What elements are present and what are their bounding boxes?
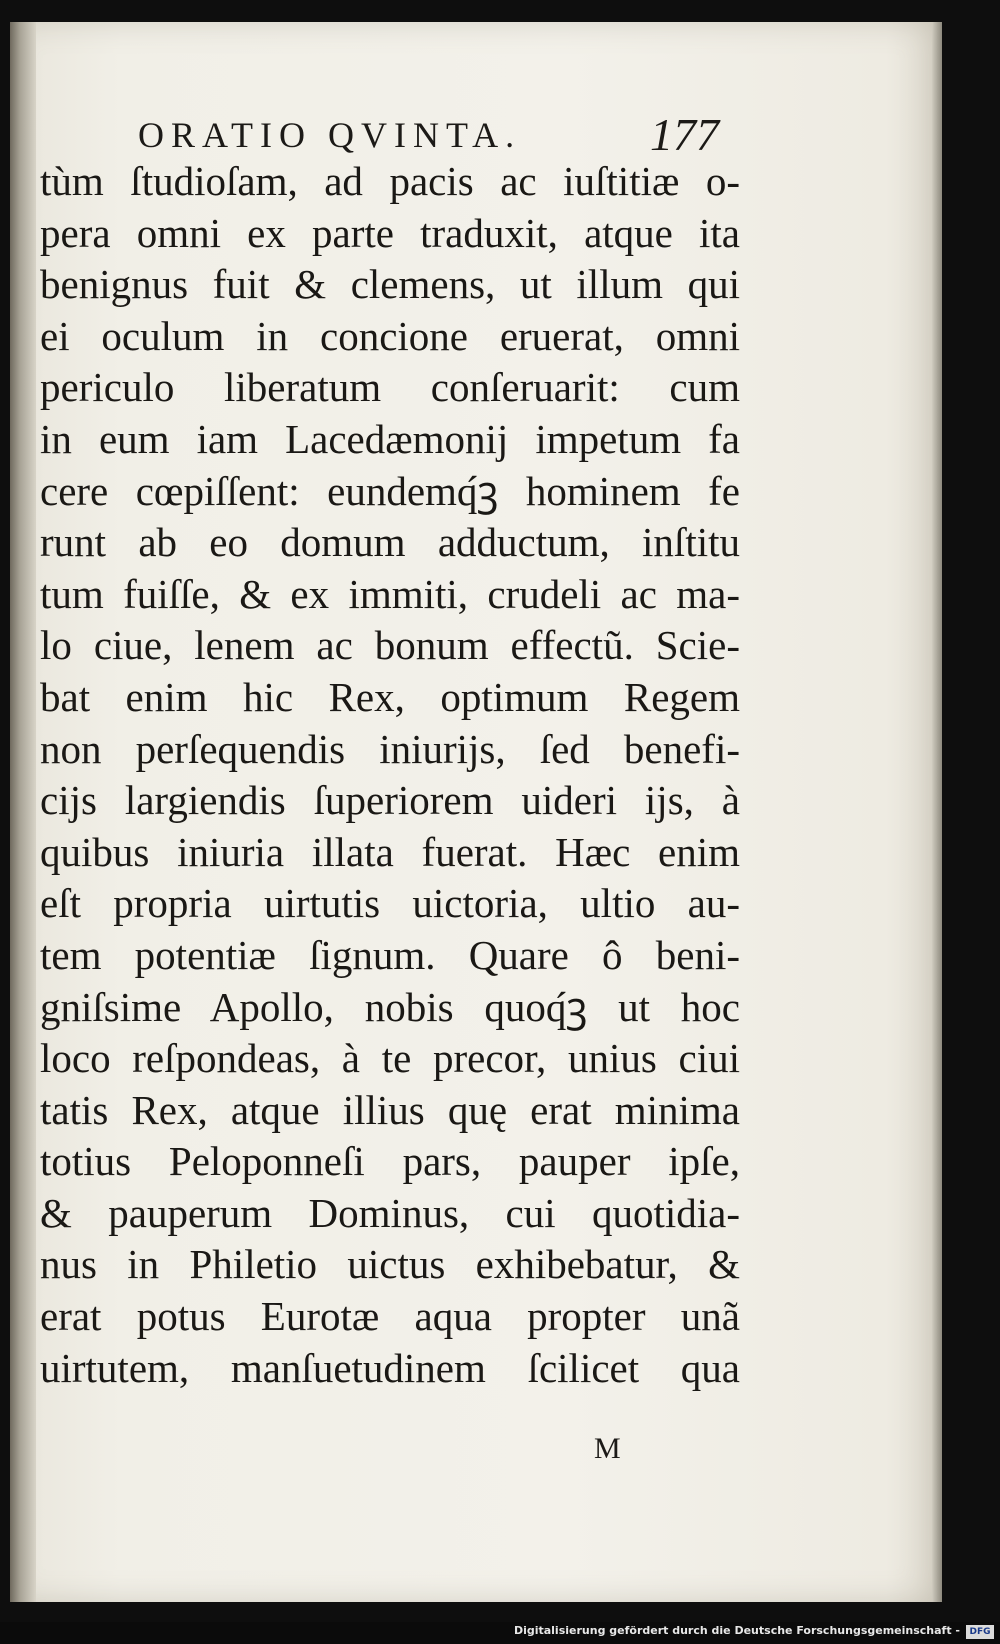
funding-credit: Digitalisierung gefördert durch die Deutsche Forschungsgemeinschaft - xyxy=(513,1624,960,1637)
text-line: in eum iam Lacedæmonij impetum fa xyxy=(40,415,740,462)
text-line: runt ab eo domum adductum, inſtitu xyxy=(40,519,740,566)
text-line: totius Peloponneſi pars, pauper ipſe, xyxy=(40,1138,740,1185)
text-line: tatis Rex, atque illius quę erat minima xyxy=(40,1086,740,1133)
text-line: lo ciue, lenem ac bonum effectũ. Scie- xyxy=(40,622,740,669)
text-line: tem potentiæ ſignum. Quare ô beni- xyxy=(40,931,740,978)
text-line: tùm ſtudioſam, ad pacis ac iuſtitiæ o- xyxy=(40,158,740,204)
signature-mark: M xyxy=(594,1432,623,1465)
text-line: & pauperum Dominus, cui quotidia- xyxy=(40,1189,740,1236)
text-line: nus in Philetio uictus exhibebatur, & xyxy=(40,1241,740,1288)
text-line: cere cœpiſſent: eundemq́ꝫ hominem fe xyxy=(40,467,740,514)
text-line: eſt propria uirtutis uictoria, ultio au- xyxy=(40,880,740,927)
page-number: 177 xyxy=(650,109,719,160)
text-line: non perſequendis iniurijs, ſed benefi- xyxy=(40,725,740,772)
text-line: gniſsime Apollo, nobis quoq́ꝫ ut hoc xyxy=(40,983,740,1030)
page-gutter-shadow xyxy=(10,22,36,1602)
text-line: tum fuiſſe, & ex immiti, crudeli ac ma- xyxy=(40,570,740,617)
dfg-logo-icon: DFG xyxy=(966,1625,994,1639)
text-line: ei oculum in concione eruerat, omni xyxy=(40,312,740,359)
text-line: erat potus Eurotæ aqua propter unã xyxy=(40,1293,740,1340)
body-text xyxy=(40,156,740,1394)
text-line: quibus iniuria illata fuerat. Hæc enim xyxy=(40,828,740,875)
running-title: ORATIO QVINTA. xyxy=(138,115,522,155)
text-line: benignus fuit & clemens, ut illum qui xyxy=(40,261,740,308)
text-line: uirtutem, manſuetudinem ſcilicet qua xyxy=(40,1344,740,1391)
text-line: loco reſpondeas, à te precor, unius ciui xyxy=(40,1035,740,1082)
text-line: periculo liberatum conſeruarit: cum xyxy=(40,364,740,411)
text-line: bat enim hic Rex, optimum Regem xyxy=(40,673,740,720)
running-head xyxy=(138,108,738,160)
text-line: cijs largiendis ſuperiorem uideri ijs, à xyxy=(40,777,740,824)
text-line: pera omni ex parte traduxit, atque ita xyxy=(40,209,740,256)
footer-bar xyxy=(0,1622,1000,1644)
page-fore-edge xyxy=(932,22,942,1602)
